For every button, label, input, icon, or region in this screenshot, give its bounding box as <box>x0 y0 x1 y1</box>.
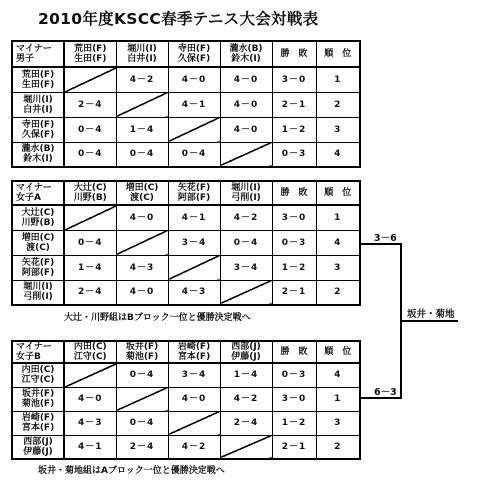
score-cell: 0－4 <box>64 117 116 142</box>
rank-cell: 4 <box>316 230 360 255</box>
score-cell: 0－4 <box>64 230 116 255</box>
score-cell: 4－1 <box>64 435 116 459</box>
score-cell: 4－0 <box>116 205 168 230</box>
record-cell: 1－2 <box>272 117 316 142</box>
self-cell <box>64 205 116 230</box>
col-team: 内田(C) 江守(C) <box>64 341 116 363</box>
col-team: 増田(C) 渡(C) <box>116 181 168 205</box>
rank-cell: 3 <box>316 411 360 435</box>
score-cell: 4－3 <box>116 255 168 280</box>
score-cell: 1－4 <box>64 255 116 280</box>
group-table-women-a <box>11 180 361 306</box>
record-cell: 0－3 <box>272 230 316 255</box>
col-team: 矢花(F) 阿部(F) <box>168 181 220 205</box>
col-team: 堀川(I) 白井(I) <box>116 41 168 67</box>
group-note: 大辻・川野組はBブロック一位と優勝決定戦へ <box>64 313 251 323</box>
self-cell <box>64 67 116 92</box>
rank-header: 順 位 <box>316 181 360 205</box>
col-team: 寺田(F) 久保(F) <box>168 41 220 67</box>
col-team: 西部(J) 伊藤(J) <box>220 341 272 363</box>
score-cell: 4－2 <box>168 435 220 459</box>
row-team: 内田(C) 江守(C) <box>12 363 64 387</box>
rank-cell: 1 <box>316 387 360 411</box>
score-cell: 4－0 <box>64 387 116 411</box>
record-cell: 1－2 <box>272 255 316 280</box>
row-team: 荒田(F) 生田(F) <box>12 67 64 92</box>
row-team: 瀧水(B) 鈴木(I) <box>12 142 64 167</box>
row-team: 堀川(I) 弓削(I) <box>12 280 64 305</box>
score-cell: 2－4 <box>64 280 116 305</box>
score-cell: 0－4 <box>64 142 116 167</box>
self-cell <box>168 255 220 280</box>
col-team: 坂井(F) 菊池(F) <box>116 341 168 363</box>
group-table-women-b <box>11 340 361 460</box>
score-cell: 3－4 <box>168 230 220 255</box>
rank-cell: 2 <box>316 92 360 117</box>
record-cell: 2－1 <box>272 280 316 305</box>
self-cell <box>64 363 116 387</box>
group-note: 坂井・菊地組はAブロック一位と優勝決定戦へ <box>38 466 225 476</box>
record-cell: 0－3 <box>272 142 316 167</box>
score-cell: 0－4 <box>116 142 168 167</box>
score-cell: 0－4 <box>116 411 168 435</box>
rank-cell: 2 <box>316 435 360 459</box>
col-team: 堀川(I) 弓削(I) <box>220 181 272 205</box>
score-cell: 4－1 <box>168 92 220 117</box>
col-team: 大辻(C) 川野(B) <box>64 181 116 205</box>
score-cell: 4－0 <box>168 387 220 411</box>
bracket-line-final <box>400 320 458 322</box>
row-team: 矢花(F) 阿部(F) <box>12 255 64 280</box>
score-cell: 4－0 <box>220 92 272 117</box>
record-header: 勝 敗 <box>272 41 316 67</box>
score-cell: 4－0 <box>168 67 220 92</box>
rank-cell: 2 <box>316 280 360 305</box>
score-cell: 4－3 <box>168 280 220 305</box>
self-cell <box>220 435 272 459</box>
score-cell: 4－1 <box>168 205 220 230</box>
row-team: 寺田(F) 久保(F) <box>12 117 64 142</box>
record-header: 勝 敗 <box>272 181 316 205</box>
score-cell: 3－4 <box>168 363 220 387</box>
score-cell: 4－2 <box>116 67 168 92</box>
row-team: 堀川(I) 白井(I) <box>12 92 64 117</box>
score-cell: 4－0 <box>116 280 168 305</box>
playoff-winner: 坂井・菊地 <box>407 309 455 320</box>
rank-cell: 4 <box>316 142 360 167</box>
score-cell: 2－4 <box>116 435 168 459</box>
page-title: 2010年度KSCC春季テニス大会対戦表 <box>38 10 319 28</box>
rank-cell: 1 <box>316 205 360 230</box>
score-cell: 1－4 <box>220 363 272 387</box>
self-cell <box>168 411 220 435</box>
score-cell: 2－4 <box>220 411 272 435</box>
record-cell: 3－0 <box>272 205 316 230</box>
record-cell: 3－0 <box>272 67 316 92</box>
record-cell: 2－1 <box>272 92 316 117</box>
score-cell: 4－3 <box>64 411 116 435</box>
rank-header: 順 位 <box>316 41 360 67</box>
self-cell <box>168 117 220 142</box>
score-cell: 0－4 <box>220 230 272 255</box>
group-label: マイナー 女子A <box>12 181 64 205</box>
self-cell <box>116 92 168 117</box>
score-cell: 0－4 <box>168 142 220 167</box>
col-team: 瀧水(B) 鈴木(I) <box>220 41 272 67</box>
record-cell: 3－0 <box>272 387 316 411</box>
row-team: 増田(C) 渡(C) <box>12 230 64 255</box>
rank-cell: 1 <box>316 67 360 92</box>
rank-cell: 3 <box>316 117 360 142</box>
record-cell: 2－1 <box>272 435 316 459</box>
col-team: 荒田(F) 生田(F) <box>64 41 116 67</box>
group-table-men <box>11 40 361 168</box>
score-cell: 4－2 <box>220 387 272 411</box>
rank-cell: 4 <box>316 363 360 387</box>
score-cell: 0－4 <box>116 363 168 387</box>
playoff-score-a: 3－6 <box>374 233 397 244</box>
rank-cell: 3 <box>316 255 360 280</box>
record-cell: 0－3 <box>272 363 316 387</box>
self-cell <box>220 280 272 305</box>
score-cell: 4－2 <box>220 205 272 230</box>
score-cell: 3－4 <box>220 255 272 280</box>
self-cell <box>220 142 272 167</box>
col-team: 岩崎(F) 宮本(F) <box>168 341 220 363</box>
rank-header: 順 位 <box>316 341 360 363</box>
score-cell: 2－4 <box>64 92 116 117</box>
score-cell: 4－0 <box>220 67 272 92</box>
row-team: 坂井(F) 菊池(F) <box>12 387 64 411</box>
score-cell: 4－0 <box>220 117 272 142</box>
self-cell <box>116 387 168 411</box>
group-label: マイナー 女子B <box>12 341 64 363</box>
self-cell <box>116 230 168 255</box>
row-team: 西部(J) 伊藤(J) <box>12 435 64 459</box>
record-header: 勝 敗 <box>272 341 316 363</box>
row-team: 岩崎(F) 宮本(F) <box>12 411 64 435</box>
playoff-score-b: 6－3 <box>374 387 397 398</box>
score-cell: 1－4 <box>116 117 168 142</box>
group-label: マイナー 男子 <box>12 41 64 67</box>
row-team: 大辻(C) 川野(B) <box>12 205 64 230</box>
record-cell: 1－2 <box>272 411 316 435</box>
